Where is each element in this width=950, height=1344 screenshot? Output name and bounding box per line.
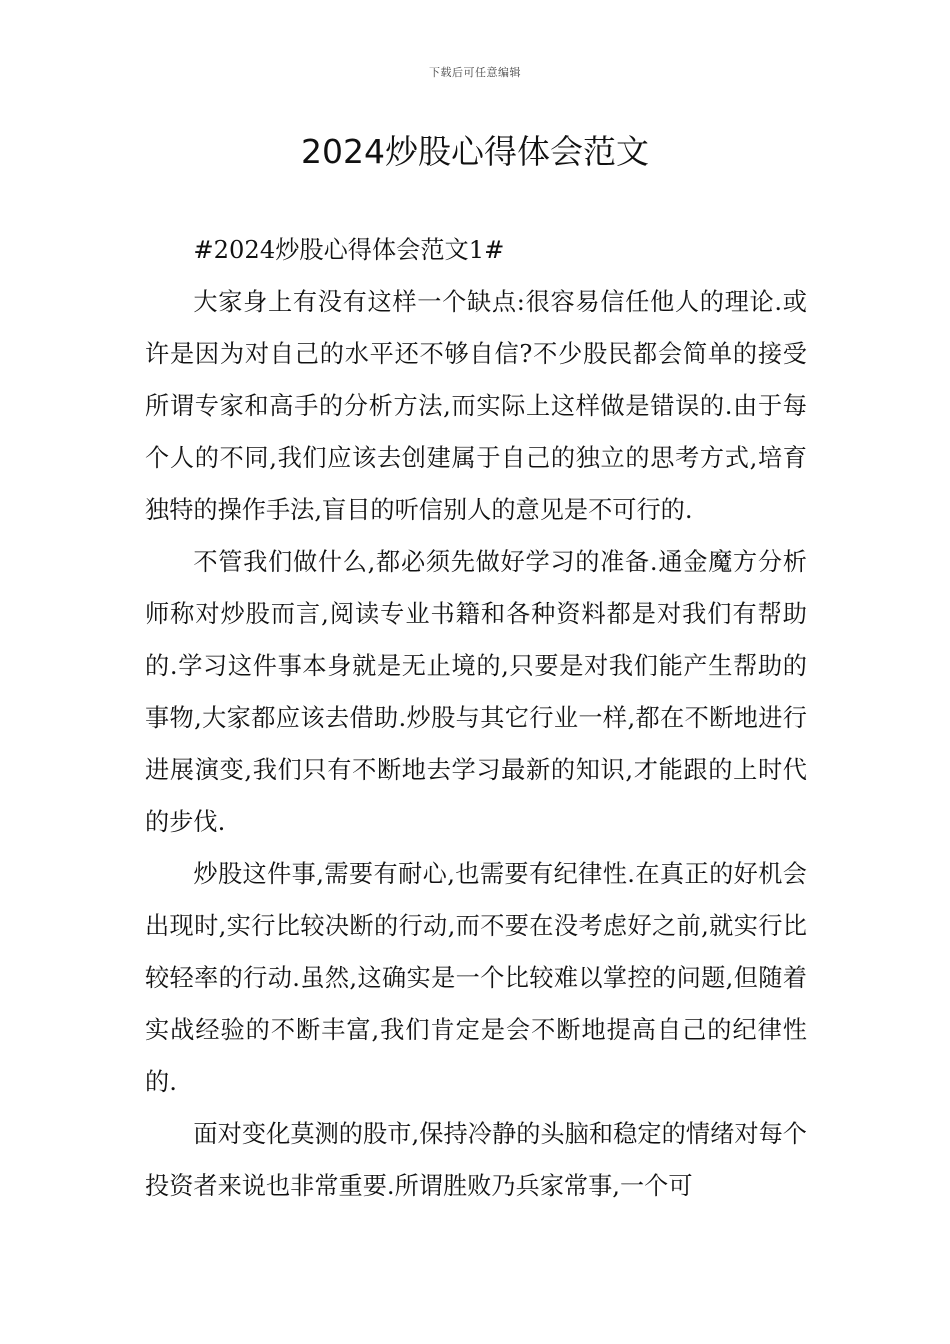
- section-heading: #2024炒股心得体会范文1#: [193, 236, 505, 264]
- paragraph-2: 不管我们做什么,都必须先做好学习的准备.通金魔方分析师称对炒股而言,阅读专业书籍和各种资料都是对我们有帮助的.学习这件事本身就是无止境的,只要是对我们能产生帮助的事物,大家都应该去借助.炒股与其它行业一样,都在不断地进行进展演变,我们只有不断地去学习最新的知识,才能跟的上时代的步伐.: [145, 548, 807, 836]
- document-body: [145, 224, 807, 1212]
- paragraph-3: 炒股这件事,需要有耐心,也需要有纪律性.在真正的好机会出现时,实行比较决断的行动,而不要在没考虑好之前,就实行比较轻率的行动.虽然,这确实是一个比较难以掌控的问题,但随着实战经验的不断丰富,我们肯定是会不断地提高自己的纪律性的.: [145, 860, 807, 1096]
- page-title: 2024炒股心得体会范文: [301, 132, 649, 171]
- header-note: 下载后可任意编辑: [429, 66, 521, 79]
- paragraph-1: 大家身上有没有这样一个缺点:很容易信任他人的理论.或许是因为对自己的水平还不够自信?不少股民都会简单的接受所谓专家和高手的分析方法,而实际上这样做是错误的.由于每个人的不同,我们应该去创建属于自己的独立的思考方式,培育独特的操作手法,盲目的听信别人的意见是不可行的.: [145, 288, 807, 524]
- paragraph-4: 面对变化莫测的股市,保持冷静的头脑和稳定的情绪对每个投资者来说也非常重要.所谓胜败乃兵家常事,一个可: [145, 1120, 807, 1200]
